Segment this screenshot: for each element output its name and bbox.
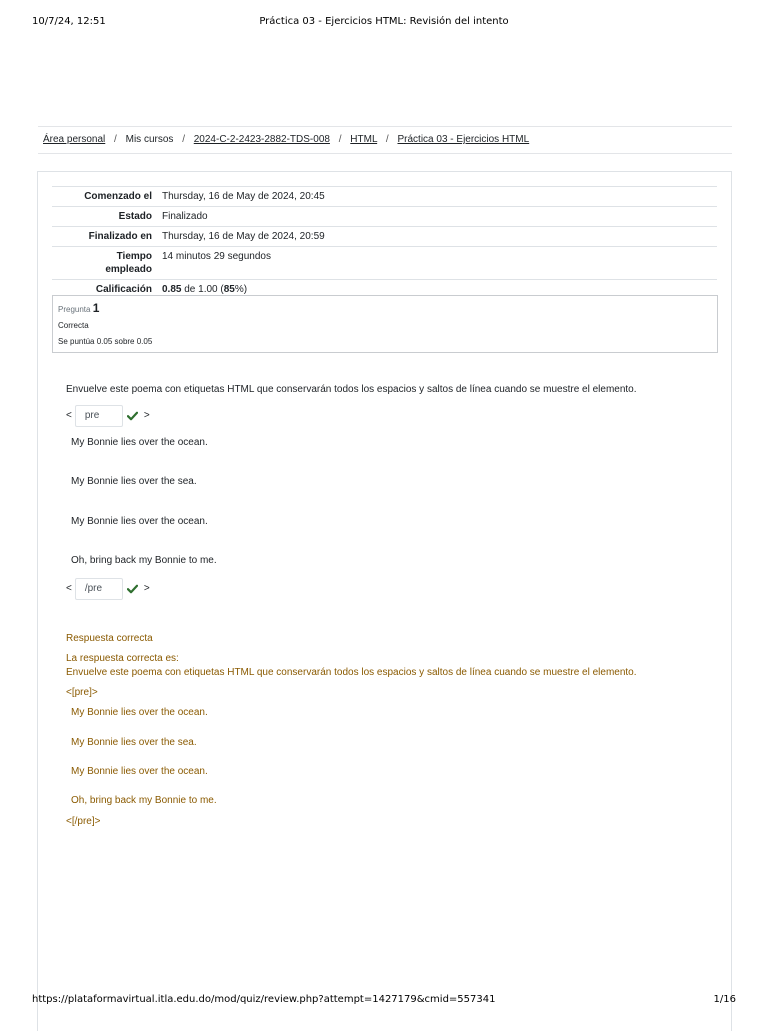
summary-label: Comenzado el bbox=[84, 191, 152, 202]
feedback-intro: La respuesta correcta es: bbox=[66, 653, 179, 664]
summary-label bbox=[52, 247, 158, 280]
breadcrumb-separator: / bbox=[182, 134, 185, 145]
bracket-open: < bbox=[66, 410, 72, 421]
breadcrumb-mis-cursos: Mis cursos bbox=[125, 134, 174, 145]
answer-line-close bbox=[66, 577, 150, 601]
summary-label-line: empleado bbox=[105, 264, 152, 275]
grade-end: %) bbox=[234, 284, 248, 295]
poem-line: Oh, bring back my Bonnie to me. bbox=[71, 555, 217, 566]
print-url: https://plataformavirtual.itla.edu.do/mod/quiz/review.php?attempt=1427179&cmid=557341 bbox=[32, 994, 496, 1005]
check-icon bbox=[127, 411, 138, 421]
summary-row-state bbox=[52, 207, 717, 227]
grade-score: 0.85 bbox=[162, 284, 182, 295]
breadcrumb-separator: / bbox=[385, 134, 389, 145]
feedback-poem-line: My Bonnie lies over the sea. bbox=[71, 737, 197, 748]
answer-input-close[interactable]: /pre bbox=[75, 578, 123, 600]
breadcrumb-course[interactable]: 2024-C-2-2423-2882-TDS-008 bbox=[193, 134, 330, 145]
bracket-open: < bbox=[66, 583, 72, 594]
feedback-poem-line: My Bonnie lies over the ocean. bbox=[71, 707, 208, 718]
question-number: 1 bbox=[92, 301, 100, 315]
print-header bbox=[32, 16, 736, 32]
summary-row-finished bbox=[52, 227, 717, 247]
bracket-close: > bbox=[143, 410, 150, 421]
summary-label: Estado bbox=[118, 211, 152, 222]
poem-line: My Bonnie lies over the ocean. bbox=[71, 516, 208, 527]
question-grade: Se puntúa 0.05 sobre 0.05 bbox=[58, 337, 153, 346]
breadcrumb-separator: / bbox=[114, 134, 117, 145]
poem-line: My Bonnie lies over the ocean. bbox=[71, 437, 208, 448]
answer-line-open bbox=[66, 404, 150, 428]
summary-value: Thursday, 16 de May de 2024, 20:59 bbox=[162, 231, 325, 242]
question-number-line bbox=[58, 301, 712, 317]
print-date: 10/7/24, 12:51 bbox=[32, 16, 106, 27]
print-footer bbox=[32, 994, 736, 1010]
summary-row-started bbox=[52, 187, 717, 207]
summary-value: 14 minutos 29 segundos bbox=[162, 251, 271, 262]
feedback-poem-line: Oh, bring back my Bonnie to me. bbox=[71, 795, 217, 806]
attempt-summary-table bbox=[52, 186, 717, 299]
breadcrumb-html[interactable]: HTML bbox=[350, 134, 378, 145]
question-text: Envuelve este poema con etiquetas HTML que conservarán todos los espacios y saltos de línea cuando se muestre el elemento. bbox=[66, 384, 637, 395]
question-info-box bbox=[52, 295, 718, 353]
summary-label-line: Tiempo bbox=[116, 251, 152, 262]
breadcrumb-separator: / bbox=[338, 134, 342, 145]
bracket-close: > bbox=[143, 583, 150, 594]
feedback-poem-line: My Bonnie lies over the ocean. bbox=[71, 766, 208, 777]
question-state: Correcta bbox=[58, 321, 89, 330]
print-title: Práctica 03 - Ejercicios HTML: Revisión del intento bbox=[259, 16, 509, 27]
summary-label: Calificación bbox=[95, 284, 152, 295]
quiz-review-region bbox=[37, 171, 732, 1031]
summary-label: Finalizado en bbox=[88, 231, 152, 242]
answer-input-open[interactable]: pre bbox=[75, 405, 123, 427]
feedback-open-tag: <[pre]> bbox=[66, 687, 98, 698]
summary-value: Finalizado bbox=[162, 211, 208, 222]
breadcrumb-practice[interactable]: Práctica 03 - Ejercicios HTML bbox=[397, 134, 530, 145]
print-page-number: 1/16 bbox=[713, 994, 736, 1005]
breadcrumb bbox=[38, 126, 732, 154]
summary-value: Thursday, 16 de May de 2024, 20:45 bbox=[162, 191, 325, 202]
grade-percent: 85 bbox=[223, 284, 235, 295]
feedback-close-tag: <[/pre]> bbox=[66, 816, 101, 827]
grade-mid: de 1.00 ( bbox=[181, 284, 224, 295]
poem-line: My Bonnie lies over the sea. bbox=[71, 476, 197, 487]
question-label: Pregunta bbox=[58, 305, 91, 314]
breadcrumb-area-personal[interactable]: Área personal bbox=[43, 134, 106, 145]
feedback-text: Envuelve este poema con etiquetas HTML que conservarán todos los espacios y saltos de línea cuando se muestre el elemento. bbox=[66, 667, 637, 678]
summary-row-time bbox=[52, 247, 717, 280]
check-icon bbox=[127, 584, 138, 594]
feedback-result: Respuesta correcta bbox=[66, 633, 153, 644]
